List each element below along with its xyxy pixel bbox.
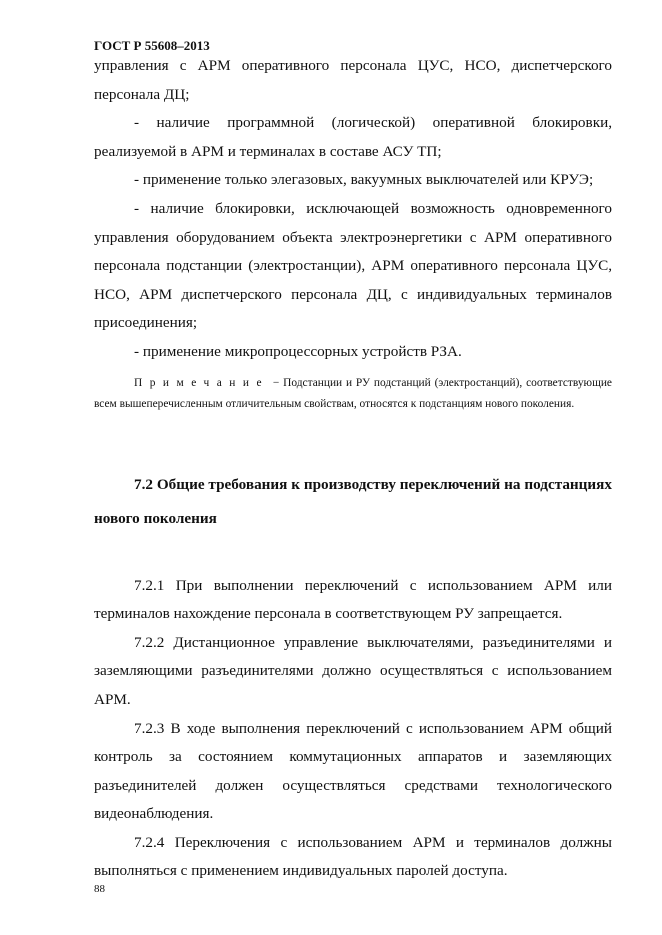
clause: 7.2.4 Переключения с использованием АРМ и терминалов должны выполняться с применением индивидуальных паролей доступа. [94, 833, 612, 880]
page-number: 88 [94, 883, 105, 895]
list-item: - наличие блокировки, исключающей возможность одновременного управления оборудованием объекта электроэнергетики с АРМ оперативного персонала подстанции (электростанции), АРМ оперативного персонала ЦУС, НСО, АРМ диспетчерского персонала ДЦ, с индивидуальных терминалов присоединения; [94, 199, 612, 332]
paragraph: управления с АРМ оперативного персонала ЦУС, НСО, диспетчерского персонала ДЦ; [94, 57, 612, 103]
list-item: - применение микропроцессорных устройств РЗА. [134, 342, 462, 360]
list-item: - применение только элегазовых, вакуумных выключателей или КРУЭ; [134, 171, 594, 189]
section-heading: 7.2 Общие требования к производству переключений на подстанциях нового поколения [94, 475, 612, 527]
note-lead: Примечание [134, 376, 270, 389]
clause: 7.2.1 При выполнении переключений с использованием АРМ или терминалов нахождение персонала в соответствующем РУ запрещается. [94, 576, 612, 623]
note [94, 373, 612, 415]
note-text: − Подстанции и РУ подстанций (электростанций), соответствующие всем вышеперечисленным отличительным свойствам, относятся к подстанциям нового поколения. [94, 376, 612, 410]
document-body [94, 52, 612, 886]
clause: 7.2.3 В ходе выполнения переключений с использованием АРМ общий контроль за состоянием коммутационных аппаратов и заземляющих разъединителей должен осуществляться средствами технологического видеонаблюдения. [94, 719, 612, 823]
document-header: ГОСТ Р 55608–2013 [94, 38, 210, 53]
list-item: - наличие программной (логической) оперативной блокировки, реализуемой в АРМ и терминалах в составе АСУ ТП; [94, 114, 612, 160]
clause: 7.2.2 Дистанционное управление выключателями, разъединителями и заземляющими разъединителями должно осуществляться с использованием АРМ. [94, 633, 612, 708]
